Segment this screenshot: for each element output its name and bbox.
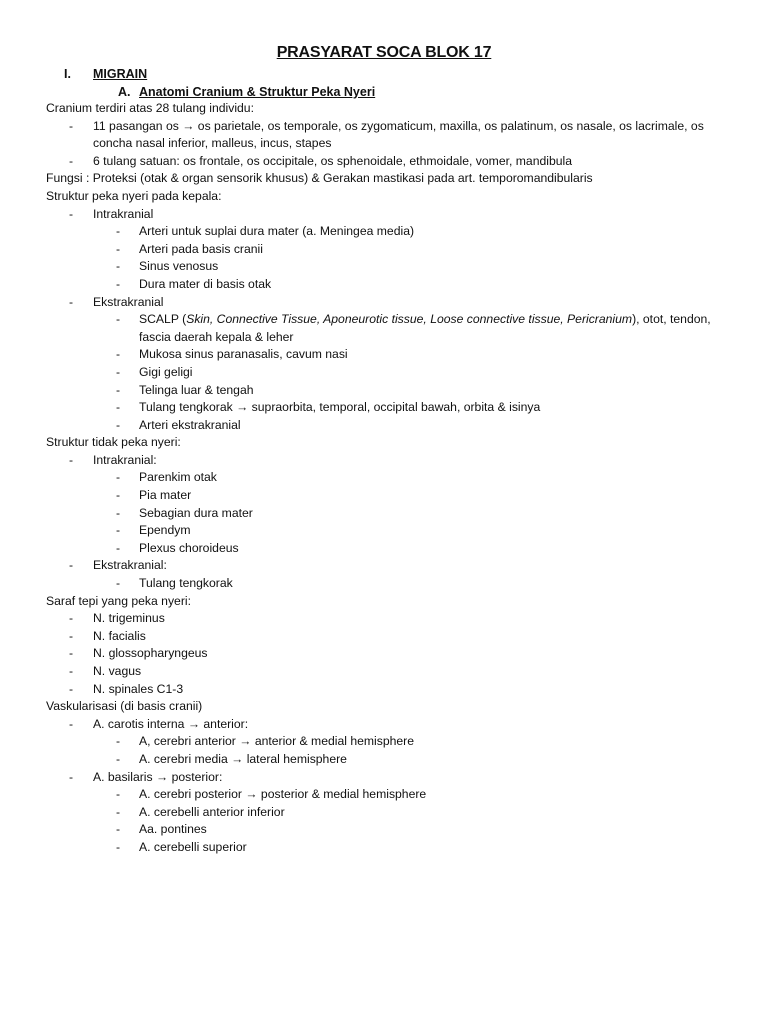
list-item (0, 417, 768, 435)
bullet-dash: - (69, 206, 74, 221)
list-item-text: Ependym (139, 523, 191, 538)
list-item (0, 557, 768, 575)
bullet-dash: - (69, 769, 74, 784)
list-item (0, 628, 768, 646)
list-item-text: A. cerebelli anterior inferior (139, 804, 285, 819)
list-item (0, 751, 768, 769)
list-item-text: Aa. pontines (139, 822, 207, 837)
bullet-dash: - (116, 400, 121, 415)
list-item-text: A. cerebri media → lateral hemisphere (139, 751, 347, 766)
bullet-dash: - (116, 417, 121, 432)
list-item-text: Ekstrakranial: (93, 558, 167, 573)
list-item (0, 364, 768, 382)
list-item-text: Ekstrakranial (93, 294, 164, 309)
list-item (0, 346, 768, 364)
list-item-text: N. spinales C1-3 (93, 681, 184, 696)
list-item (0, 505, 768, 523)
list-item-text: 11 pasangan os → os parietale, os temporale, os zygomaticum, maxilla, os palatinum, os nasale, os lacrimale, os concha nasal inferior, malleus, incus, stapes (93, 118, 704, 151)
list-item (0, 645, 768, 663)
list-item (0, 786, 768, 804)
list-item-text: Arteri untuk suplai dura mater (a. Meningea media) (139, 224, 415, 239)
subsection-name: Anatomi Cranium & Struktur Peka Nyeri (139, 85, 376, 99)
list-item (0, 522, 768, 540)
list-item (0, 610, 768, 628)
bullet-dash: - (69, 681, 74, 696)
list-item (0, 487, 768, 505)
bullet-dash: - (116, 488, 121, 503)
list-item-text: Arteri ekstrakranial (139, 417, 241, 432)
list-item (0, 769, 768, 787)
list-item-text: Mukosa sinus paranasalis, cavum nasi (139, 347, 348, 362)
bullet-dash: - (116, 312, 121, 327)
list-item (0, 153, 768, 171)
bullet-dash: - (116, 505, 121, 520)
bullet-dash: - (69, 611, 74, 626)
list-item-text: Sinus venosus (139, 259, 219, 274)
list-item-text: A. cerebelli superior (139, 839, 247, 854)
list-item (0, 294, 768, 312)
list-item (0, 733, 768, 751)
cranium-heading: Cranium terdiri atas 28 tulang individu: (46, 101, 254, 115)
scalp-expansion: Skin, Connective Tissue, Aponeurotic tissue, Loose connective tissue, Pericranium (186, 312, 633, 327)
list-item (0, 839, 768, 857)
list-item-text: Pia mater (139, 488, 192, 503)
bullet-dash: - (69, 294, 74, 309)
bullet-dash: - (116, 276, 121, 291)
list-item (0, 452, 768, 470)
bullet-dash: - (116, 523, 121, 538)
list-item-text: N. glossopharyngeus (93, 646, 208, 661)
list-item (0, 804, 768, 822)
list-item-text: Tulang tengkorak → supraorbita, temporal, occipital bawah, orbita & isinya (139, 400, 541, 415)
list-item-text: N. facialis (93, 628, 146, 643)
bullet-dash: - (116, 839, 121, 854)
section-name: MIGRAIN (93, 67, 148, 81)
bullet-dash: - (116, 347, 121, 362)
list-item-text: A. cerebri posterior → posterior & medial hemisphere (139, 787, 427, 802)
list-item-text: Sebagian dura mater (139, 505, 253, 520)
vaskular-heading: Vaskularisasi (di basis cranii) (46, 699, 203, 714)
bullet-dash: - (116, 470, 121, 485)
section-number: I. (64, 67, 71, 81)
list-item (0, 469, 768, 487)
list-item (0, 716, 768, 734)
list-item-text: A, cerebri anterior → anterior & medial hemisphere (139, 734, 415, 749)
list-item-text: Telinga luar & tengah (139, 382, 254, 397)
scalp-prefix: SCALP ( (139, 312, 187, 327)
bullet-dash: - (116, 382, 121, 397)
scalp-suffix: ), otot, tendon, fascia daerah kepala & leher (139, 312, 711, 344)
bullet-dash: - (69, 646, 74, 661)
list-item (0, 540, 768, 558)
document-body (0, 100, 768, 857)
bullet-dash: - (116, 822, 121, 837)
list-item (0, 821, 768, 839)
list-item (0, 311, 721, 346)
list-item (0, 399, 768, 417)
list-item (0, 663, 768, 681)
list-item-text: N. trigeminus (93, 611, 165, 626)
bullet-dash: - (116, 364, 121, 379)
list-item (0, 258, 768, 276)
list-item (0, 382, 768, 400)
bullet-dash: - (69, 452, 74, 467)
bullet-dash: - (69, 153, 74, 168)
bullet-dash: - (116, 804, 121, 819)
bullet-dash: - (116, 241, 121, 256)
bullet-dash: - (69, 716, 74, 731)
bullet-dash: - (116, 540, 121, 555)
list-item (0, 118, 723, 153)
list-item-text: Dura mater di basis otak (139, 276, 272, 291)
list-item (0, 241, 768, 259)
fungsi-line: Fungsi : Proteksi (otak & organ sensorik khusus) & Gerakan mastikasi pada art. temporomandibularis (46, 171, 593, 186)
bullet-dash: - (69, 118, 74, 133)
list-item-text: Arteri pada basis cranii (139, 241, 263, 256)
list-item-text: A. basilaris → posterior: (93, 769, 223, 784)
bullet-dash: - (116, 751, 121, 766)
list-item (0, 575, 768, 593)
bullet-dash: - (116, 259, 121, 274)
bullet-dash: - (116, 576, 121, 591)
bullet-dash: - (69, 558, 74, 573)
bullet-dash: - (69, 664, 74, 678)
list-item-text: N. vagus (93, 664, 142, 678)
list-item (0, 223, 768, 241)
tidak-peka-heading: Struktur tidak peka nyeri: (46, 435, 181, 450)
list-item (0, 206, 768, 224)
bullet-dash: - (116, 734, 121, 749)
list-item-text: Gigi geligi (139, 364, 193, 379)
list-item-text: Tulang tengkorak (139, 576, 233, 591)
list-item-text: Intrakranial (93, 206, 154, 221)
bullet-dash: - (116, 787, 121, 802)
list-item-text: 6 tulang satuan: os frontale, os occipitale, os sphenoidale, ethmoidale, vomer, mandibula (93, 153, 572, 168)
list-item-text: Parenkim otak (139, 470, 217, 485)
list-item-text: Intrakranial: (93, 452, 157, 467)
list-item-text: A. carotis interna → anterior: (93, 716, 249, 731)
list-item (0, 681, 768, 699)
bullet-dash: - (116, 224, 121, 239)
saraf-heading: Saraf tepi yang peka nyeri: (46, 593, 191, 608)
list-item (0, 276, 768, 294)
list-item-text: Plexus choroideus (139, 540, 239, 555)
subsection-letter: A. (118, 85, 131, 99)
peka-heading: Struktur peka nyeri pada kepala: (46, 188, 222, 203)
bullet-dash: - (69, 628, 74, 643)
page-title: PRASYARAT SOCA BLOK 17 (276, 44, 492, 61)
